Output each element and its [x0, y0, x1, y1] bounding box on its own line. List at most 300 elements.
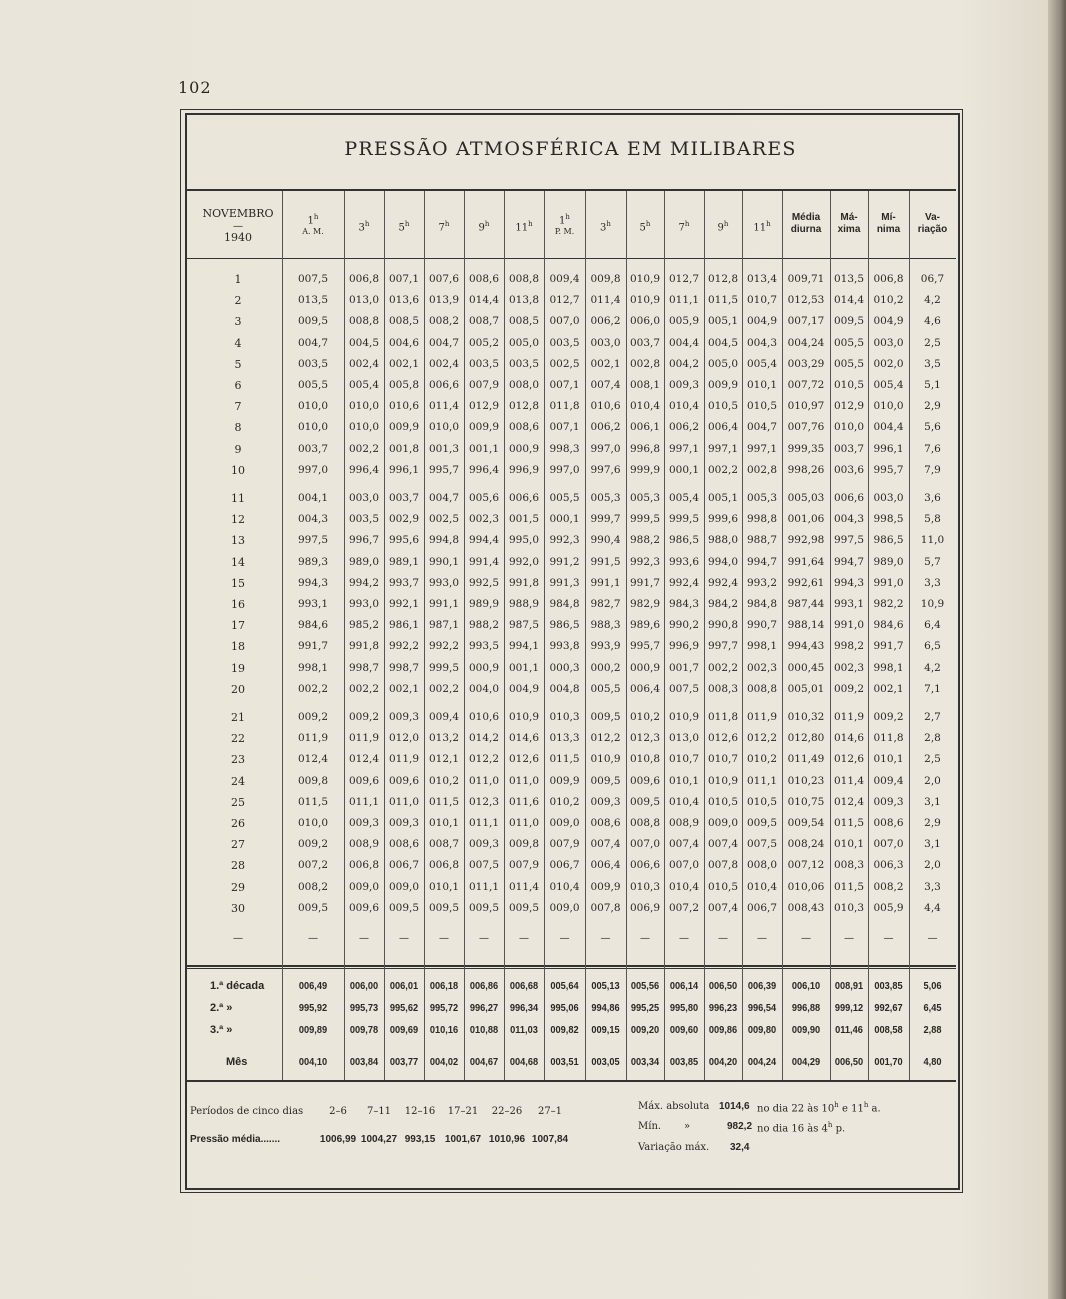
table-cell: 009,9	[468, 421, 500, 434]
table-cell: 2,5	[924, 336, 941, 349]
day-label: 22	[231, 732, 245, 746]
max-abs-value: 1014,6	[719, 1101, 750, 1112]
table-cell: 003,7	[833, 442, 865, 455]
table-cell: 009,5	[746, 817, 778, 829]
table-cell: 996,4	[468, 463, 500, 476]
table-cell: 011,9	[746, 711, 778, 723]
table-cell: 010,5	[746, 795, 778, 808]
table-cell: 005,8	[388, 379, 420, 391]
table-cell: 010,5	[833, 379, 865, 391]
table-cell: 007,8	[707, 859, 739, 872]
summary-cell: 003,34	[630, 1056, 660, 1068]
table-cell: 010,3	[549, 711, 580, 723]
summary-cell: 995,80	[669, 1002, 699, 1014]
table-cell: 013,4	[746, 273, 778, 285]
table-cell: 999,6	[707, 513, 739, 526]
summary-cell: 992,67	[874, 1002, 903, 1014]
table-cell: 992,5	[468, 576, 500, 589]
table-cell: 002,1	[590, 357, 621, 370]
table-cell: 004,2	[668, 357, 700, 370]
summary-cell: 004,24	[747, 1056, 777, 1068]
table-cell: 998,3	[549, 442, 580, 455]
table-cell: 2,9	[924, 817, 941, 829]
summary-cell: 006,50	[834, 1056, 864, 1068]
table-cell: 007,5	[668, 682, 700, 695]
table-cell: 007,8	[590, 901, 621, 914]
table-cell: 982,2	[873, 598, 904, 610]
hour-number: 7	[678, 222, 685, 234]
table-cell: 005,3	[746, 492, 778, 504]
table-cell: 004,1	[297, 492, 329, 504]
table-cell: 004,9	[746, 315, 778, 328]
table-cell: 002,2	[707, 661, 739, 674]
table-cell: 2,0	[924, 774, 941, 787]
day-label: 13	[231, 534, 245, 548]
table-cell: 000,9	[468, 661, 500, 674]
table-cell: 006,4	[629, 682, 661, 695]
table-cell: 009,2	[873, 711, 904, 723]
table-cell: 992,2	[388, 640, 420, 653]
table-cell: 005,5	[833, 336, 865, 349]
table-cell: 999,7	[590, 513, 621, 526]
table-cell: 3,3	[924, 880, 941, 893]
table-cell: 003,6	[833, 463, 865, 476]
dash-mark: —	[399, 933, 409, 944]
table-cell: 012,6	[508, 753, 540, 766]
table-cell: 001,8	[388, 442, 420, 455]
table-cell: 008,8	[746, 682, 778, 695]
table-cell: 5,7	[924, 555, 941, 568]
summary-cell: 006,18	[429, 980, 459, 992]
day-label: 26	[231, 817, 245, 830]
day-label: 29	[231, 880, 245, 894]
period-range: 22–26	[491, 1106, 523, 1117]
summary-cell: 006,39	[747, 980, 777, 992]
max-abs-label: Máx. absoluta	[638, 1101, 710, 1112]
summary-cell: 003,05	[591, 1056, 620, 1068]
table-cell: 010,4	[668, 400, 700, 413]
table-cell: 009,5	[590, 774, 621, 787]
table-cell: 009,5	[388, 901, 420, 914]
min-value: 982,2	[727, 1121, 753, 1132]
dash-mark: —	[519, 933, 529, 944]
table-cell: 3,1	[924, 838, 941, 851]
hour-unit: h	[684, 220, 690, 228]
header-hour-7	[544, 212, 585, 237]
table-cell: 990,1	[428, 555, 460, 568]
table-cell: 009,6	[388, 774, 420, 787]
table-cell: 993,5	[468, 640, 500, 653]
table-cell: 010,0	[348, 400, 380, 413]
table-cell: 009,0	[388, 880, 420, 893]
table-cell: 997,1	[668, 442, 700, 455]
summary-cell: 995,25	[630, 1002, 660, 1014]
table-cell: 3,5	[924, 357, 941, 370]
period-range: 17–21	[447, 1106, 479, 1117]
table-cell: 006,8	[873, 273, 904, 285]
table-cell: 009,71	[787, 273, 825, 285]
table-cell: 993,7	[388, 576, 420, 589]
table-cell: 011,4	[428, 400, 460, 413]
table-cell: 003,0	[348, 492, 380, 504]
table-cell: 001,3	[428, 442, 460, 455]
table-cell: 010,5	[746, 400, 778, 413]
table-cell: 011,5	[549, 753, 580, 766]
summary-cell: 995,92	[298, 1002, 328, 1014]
table-cell: 010,3	[833, 901, 865, 914]
table-cell: 009,9	[707, 379, 739, 391]
table-cell: 005,0	[707, 357, 739, 370]
table-cell: 011,1	[746, 774, 778, 787]
table-cell: 008,7	[468, 315, 500, 328]
table-cell: 995,7	[428, 463, 460, 476]
table-cell: 010,0	[873, 400, 904, 413]
table-title: PRESSÃO ATMOSFÉRICA EM MILIBARES	[344, 138, 797, 160]
table-cell: 011,9	[297, 732, 329, 745]
table-cell: 004,9	[873, 315, 904, 328]
table-cell: 008,0	[746, 859, 778, 872]
table-cell: 4,2	[924, 294, 941, 307]
summary-cell: 006,10	[791, 980, 821, 992]
summary-cell: 996,88	[791, 1002, 821, 1014]
table-cell: 011,1	[468, 880, 500, 893]
page-number: 102	[178, 78, 212, 97]
table-cell: 006,8	[348, 273, 380, 285]
table-cell: 003,0	[873, 492, 904, 504]
table-cell: 004,8	[549, 682, 580, 695]
summary-cell: 995,72	[429, 1002, 459, 1014]
summary-cell: 003,77	[389, 1056, 419, 1068]
summary-cell: 004,68	[509, 1056, 539, 1068]
table-cell: 010,9	[629, 294, 661, 307]
table-cell: 007,5	[746, 838, 778, 851]
table-cell: 997,1	[746, 442, 778, 455]
day-label: 3	[234, 315, 242, 329]
header-hour-4	[424, 219, 464, 233]
hour-unit: h	[645, 220, 651, 228]
table-cell: 002,5	[549, 357, 580, 370]
header-hour-1	[282, 212, 344, 237]
table-cell: 007,2	[668, 901, 700, 914]
header-year: 1940	[224, 231, 252, 244]
table-cell: 984,3	[668, 598, 700, 610]
table-cell: 009,5	[833, 315, 865, 328]
table-cell: 010,9	[508, 711, 540, 723]
table-cell: 008,1	[629, 379, 661, 391]
table-cell: 001,7	[668, 661, 700, 674]
summary-cell: 996,34	[509, 1002, 539, 1014]
table-cell: 010,75	[787, 795, 825, 808]
table-cell: 010,5	[707, 795, 739, 808]
table-cell: 004,0	[468, 682, 500, 695]
summary-cell: 009,78	[349, 1024, 379, 1036]
summary-cell: 006,68	[509, 980, 539, 992]
table-cell: 006,6	[629, 859, 661, 872]
header-dash: —	[233, 221, 243, 232]
table-cell: 012,3	[468, 795, 500, 808]
table-cell: 007,4	[707, 838, 739, 851]
dash-mark: —	[600, 933, 611, 944]
table-cell: 993,8	[549, 640, 580, 653]
table-cell: 012,6	[707, 732, 739, 745]
table-cell: 000,2	[590, 661, 621, 674]
table-cell: 011,5	[707, 294, 739, 307]
table-cell: 011,1	[348, 795, 380, 808]
table-cell: 014,6	[508, 732, 540, 745]
table-cell: 992,4	[707, 576, 739, 589]
table-cell: 009,8	[590, 273, 621, 285]
day-label: 18	[231, 640, 245, 654]
table-cell: 003,7	[388, 492, 420, 504]
dash-mark: —	[308, 933, 318, 944]
table-cell: 990,4	[590, 534, 621, 547]
table-cell: 992,3	[629, 555, 661, 568]
hour-number: 7	[438, 222, 445, 234]
table-cell: 984,8	[549, 598, 580, 610]
header-maxima-line2: xima	[837, 224, 861, 235]
table-cell: 002,4	[348, 357, 380, 370]
day-label: 9	[234, 442, 242, 456]
summary-cell: 996,27	[469, 1002, 499, 1014]
table-cell: 008,8	[508, 273, 540, 285]
table-cell: 6,4	[924, 619, 941, 632]
table-cell: 992,4	[668, 576, 700, 589]
table-cell: 993,9	[590, 640, 621, 653]
table-cell: 014,4	[833, 294, 865, 307]
table-cell: 003,5	[468, 357, 500, 370]
table-cell: 002,2	[707, 463, 739, 476]
summary-label: Mês	[226, 1056, 248, 1068]
table-cell: 010,0	[297, 421, 329, 434]
table-cell: 011,4	[833, 774, 865, 787]
header-hour-8	[585, 219, 626, 233]
table-cell: 991,8	[348, 640, 380, 653]
table-cell: 003,7	[297, 442, 329, 455]
table-cell: 003,5	[549, 336, 580, 349]
summary-cell: 009,86	[708, 1024, 738, 1036]
dash-mark: —	[679, 933, 689, 944]
table-cell: 013,2	[428, 732, 460, 745]
table-cell: 012,0	[388, 732, 420, 745]
table-cell: 002,5	[428, 513, 460, 526]
table-cell: 012,9	[468, 400, 500, 413]
table-cell: 006,0	[629, 315, 661, 328]
dash-mark: —	[883, 933, 894, 944]
table-cell: 997,6	[590, 463, 621, 476]
table-cell: 004,7	[428, 492, 460, 504]
table-cell: 005,2	[468, 336, 500, 349]
table-cell: 005,3	[590, 492, 621, 504]
table-cell: 991,7	[629, 576, 661, 589]
table-cell: 007,72	[787, 379, 825, 391]
table-cell: 992,2	[428, 640, 460, 653]
table-cell: 988,3	[590, 619, 621, 632]
table-cell: 010,6	[590, 400, 621, 413]
day-label: 10	[231, 463, 245, 477]
table-cell: 010,1	[668, 774, 700, 787]
hour-unit: h	[528, 220, 533, 228]
footer-top-rule	[185, 1080, 956, 1082]
table-cell: 003,5	[297, 357, 329, 370]
min-label: Mín.	[638, 1121, 662, 1132]
table-cell: 012,1	[428, 753, 460, 766]
table-cell: 010,5	[707, 400, 739, 413]
table-cell: 011,1	[468, 817, 500, 829]
dash-mark: —	[359, 933, 369, 944]
table-cell: 010,8	[629, 753, 661, 766]
dash-mark: —	[479, 933, 489, 944]
table-cell: 994,1	[508, 640, 540, 653]
table-cell: 008,24	[787, 838, 825, 851]
hour-unit: h	[484, 220, 490, 228]
summary-cell: 003,51	[550, 1056, 579, 1068]
table-cell: 998,2	[833, 640, 865, 653]
table-cell: 013,5	[833, 273, 865, 285]
table-cell: 009,5	[590, 711, 621, 723]
table-cell: 003,5	[508, 357, 540, 370]
table-cell: 006,8	[348, 859, 380, 872]
table-cell: 994,8	[428, 534, 460, 547]
table-cell: 007,4	[590, 379, 621, 391]
table-cell: 987,44	[787, 598, 825, 610]
table-cell: 010,1	[428, 817, 460, 829]
table-cell: 010,4	[629, 400, 661, 413]
table-cell: 008,6	[388, 838, 420, 851]
table-cell: 4,2	[924, 661, 941, 674]
var-value: 32,4	[730, 1142, 750, 1153]
table-cell: 995,7	[629, 640, 661, 653]
table-cell: 007,0	[873, 838, 904, 851]
dash-mark: —	[718, 933, 728, 944]
day-label: 23	[231, 753, 245, 767]
header-top-rule	[185, 189, 956, 191]
table-cell: 006,6	[833, 492, 865, 504]
table-cell: 987,5	[508, 619, 540, 632]
table-cell: 009,2	[297, 838, 329, 851]
table-cell: 2,8	[924, 732, 941, 745]
table-cell: 010,0	[428, 421, 460, 434]
table-cell: 009,3	[590, 795, 621, 808]
table-cell: 992,61	[787, 576, 825, 589]
table-cell: 996,9	[668, 640, 700, 653]
table-cell: 006,4	[707, 421, 739, 434]
table-cell: 986,5	[873, 534, 904, 547]
table-cell: 008,8	[629, 817, 661, 829]
table-cell: 009,9	[549, 774, 580, 787]
hour-period: P. M.	[554, 227, 575, 237]
table-cell: 012,2	[590, 732, 621, 745]
table-cell: 986,1	[388, 619, 420, 632]
table-cell: 008,5	[388, 315, 420, 328]
table-cell: 004,5	[348, 336, 380, 349]
table-cell: 4,6	[924, 315, 941, 328]
summary-cell: 005,64	[550, 980, 579, 992]
table-cell: 994,7	[746, 555, 778, 568]
table-cell: 009,9	[388, 421, 420, 434]
table-cell: 998,8	[746, 513, 778, 526]
table-cell: 992,3	[549, 534, 580, 547]
table-cell: 984,6	[297, 619, 329, 632]
table-cell: 005,9	[873, 901, 904, 914]
period-mean-pressure: 1001,67	[444, 1134, 482, 1145]
table-cell: 013,8	[508, 294, 540, 307]
table-cell: 996,8	[629, 442, 661, 455]
table-cell: 004,7	[428, 336, 460, 349]
table-cell: 004,3	[297, 513, 329, 526]
day-label: 21	[231, 711, 245, 724]
table-cell: 993,0	[348, 598, 380, 610]
table-cell: 989,9	[468, 598, 500, 610]
table-cell: 991,64	[787, 555, 825, 568]
period-mean-pressure: 993,15	[404, 1134, 436, 1145]
table-cell: 994,43	[787, 640, 825, 653]
header-media-line1: Média	[791, 212, 821, 223]
table-cell: 006,1	[629, 421, 661, 434]
table-cell: 002,2	[297, 682, 329, 695]
table-cell: 997,0	[549, 463, 580, 476]
summary-cell: 995,62	[389, 1002, 419, 1014]
table-cell: 009,2	[348, 711, 380, 723]
table-cell: 2,7	[924, 711, 941, 723]
table-cell: 986,5	[549, 619, 580, 632]
table-cell: 009,0	[707, 817, 739, 829]
hour-number: 1	[559, 215, 566, 227]
hour-unit: h	[565, 213, 570, 221]
hour-number: 5	[639, 222, 646, 234]
pressure-label: Pressão média.......	[190, 1134, 281, 1145]
table-cell: 006,7	[388, 859, 420, 872]
table-cell: 999,5	[668, 513, 700, 526]
table-cell: 992,0	[508, 555, 540, 568]
table-cell: 011,0	[388, 795, 420, 808]
table-cell: 012,4	[833, 795, 865, 808]
table-cell: 001,06	[787, 513, 825, 526]
table-cell: 010,9	[590, 753, 621, 766]
table-cell: 005,4	[668, 492, 700, 504]
table-cell: 012,53	[787, 294, 825, 307]
summary-cell: 996,54	[747, 1002, 777, 1014]
dash-mark: —	[757, 933, 767, 944]
table-cell: 014,6	[833, 732, 865, 745]
hour-unit: h	[313, 213, 319, 221]
table-cell: 008,43	[787, 901, 825, 914]
table-cell: 010,0	[297, 817, 329, 829]
table-cell: 010,2	[629, 711, 661, 723]
summary-cell: 006,01	[389, 980, 419, 992]
hour-number: 11	[753, 222, 767, 234]
table-cell: 002,1	[873, 682, 904, 695]
hour-unit: h	[404, 220, 410, 228]
hour-unit: h	[364, 220, 370, 228]
table-cell: 006,4	[590, 859, 621, 872]
table-cell: 008,9	[668, 817, 700, 829]
table-cell: 994,3	[297, 576, 329, 589]
table-cell: 997,0	[297, 463, 329, 476]
table-cell: 009,5	[629, 795, 661, 808]
table-cell: 002,4	[428, 357, 460, 370]
table-cell: 002,3	[833, 661, 865, 674]
table-cell: 012,9	[833, 400, 865, 413]
summary-cell: 995,06	[550, 1002, 579, 1014]
hour-unit: h	[766, 220, 771, 228]
summary-cell: 004,10	[298, 1056, 328, 1068]
table-cell: 002,2	[348, 682, 380, 695]
day-label: 4	[234, 336, 242, 350]
table-cell: 984,6	[873, 619, 904, 632]
table-cell: 008,5	[508, 315, 540, 328]
summary-cell: 2,88	[923, 1024, 942, 1036]
hour-number: 5	[398, 222, 405, 234]
